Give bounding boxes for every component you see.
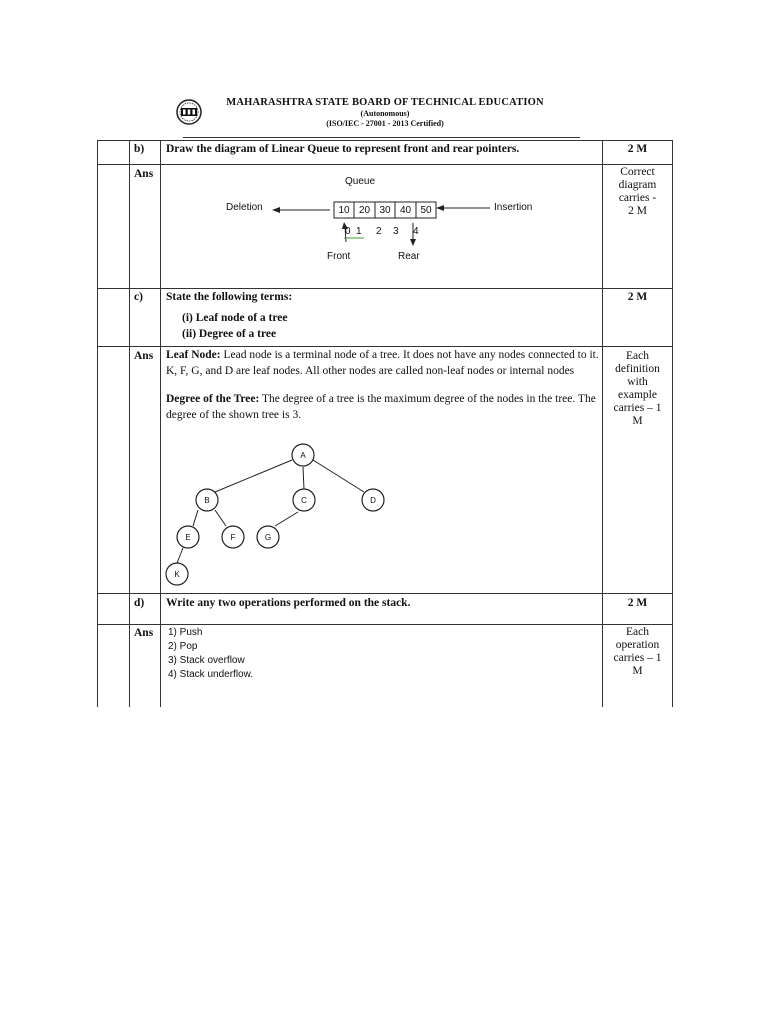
- marks-note-line: diagram: [618, 179, 657, 191]
- queue-index: 3: [393, 226, 399, 237]
- answer-label: Ans: [134, 350, 154, 362]
- question-c-item: (ii) Degree of a tree: [182, 328, 277, 340]
- queue-cell: 20: [358, 205, 371, 216]
- marks-note-line: with: [627, 376, 648, 388]
- degree-term: Degree of the Tree:: [166, 393, 260, 405]
- marks-d: 2 M: [627, 597, 648, 609]
- marks-note-line: definition: [615, 363, 660, 375]
- queue-cell: 40: [399, 205, 412, 216]
- header-cert: (ISO/IEC - 27001 - 2013 Certified): [326, 119, 444, 128]
- queue-index: 1: [356, 226, 362, 237]
- marks-note-line: Correct: [620, 166, 655, 178]
- queue-deletion-label: Deletion: [226, 202, 263, 213]
- marks-note-line: Each: [626, 626, 649, 638]
- header-rule: [183, 137, 580, 138]
- queue-cell: 10: [338, 205, 350, 216]
- table-border-right: [672, 140, 673, 707]
- question-c-item: (i) Leaf node of a tree: [182, 312, 288, 324]
- marks-note-line: operation: [615, 639, 660, 651]
- list-item: 3) Stack overflow: [168, 655, 245, 666]
- list-item: 1) Push: [168, 627, 203, 638]
- answer-label: Ans: [134, 168, 154, 180]
- marks-note-line: carries – 1: [613, 652, 662, 664]
- degree-text: The degree of a tree is the maximum degree of the nodes in the tree. The degree of the shown tree is 3.: [166, 393, 596, 421]
- marks-note-line: carries -: [618, 192, 657, 204]
- row-divider: [97, 624, 672, 625]
- tree-node-label: B: [204, 496, 210, 505]
- leaf-node-text: Lead node is a terminal node of a tree. It does not have any nodes connected to it. K, F, G, and D are leaf nodes. All other nodes are called non-leaf nodes or internal nodes: [166, 349, 599, 377]
- question-label-c: c): [134, 291, 143, 303]
- header-subtitle: (Autonomous): [360, 109, 410, 118]
- tree-node-label: G: [264, 533, 272, 542]
- queue-diagram: [160, 190, 600, 250]
- marks-c: 2 M: [627, 291, 648, 303]
- tree-node-label: D: [370, 496, 376, 505]
- marks-note-line: M: [632, 665, 643, 677]
- queue-index: 2: [376, 226, 382, 237]
- row-divider: [97, 164, 672, 165]
- question-label-b: b): [134, 143, 145, 155]
- list-item: 2) Pop: [168, 641, 198, 652]
- question-c-text: State the following terms:: [166, 291, 293, 303]
- question-d-text: Write any two operations performed on the stack.: [166, 597, 411, 609]
- marks-note-line: carries – 1: [613, 402, 662, 414]
- leaf-node-term: Leaf Node:: [166, 349, 221, 361]
- queue-rear-label: Rear: [398, 251, 420, 262]
- marks-note-d: [603, 626, 672, 678]
- marks-note-line: Each: [626, 350, 649, 362]
- header-title: MAHARASHTRA STATE BOARD OF TECHNICAL EDUCATION: [226, 97, 544, 108]
- stack-operations-list: [168, 626, 253, 682]
- leaf-node-definition: [166, 347, 600, 379]
- question-label-d: d): [134, 597, 145, 609]
- marks-note-b: [603, 166, 672, 218]
- table-border-top: [97, 140, 672, 141]
- marks-note-line: example: [618, 389, 657, 401]
- logo: [172, 99, 206, 125]
- queue-title: Queue: [345, 176, 376, 187]
- marks-b: 2 M: [627, 143, 648, 155]
- list-item: 4) Stack underflow.: [168, 669, 254, 680]
- row-divider: [97, 593, 672, 594]
- row-divider: [97, 288, 672, 289]
- marks-note-line: M: [632, 415, 643, 427]
- table-border-left: [97, 140, 98, 707]
- question-b-text: Draw the diagram of Linear Queue to represent front and rear pointers.: [166, 143, 520, 155]
- tree-node-label: C: [301, 496, 307, 505]
- column-divider: [129, 140, 130, 707]
- tree-node-label: A: [300, 451, 306, 460]
- tree-node-label: K: [174, 570, 180, 579]
- msbte-logo-icon: [172, 99, 206, 125]
- answer-label: Ans: [134, 627, 154, 639]
- marks-note-line: 2 M: [628, 205, 647, 217]
- queue-insertion-label: Insertion: [494, 202, 533, 213]
- queue-index: 0: [345, 226, 351, 237]
- queue-cell: 30: [379, 205, 391, 216]
- queue-index: 4: [413, 226, 419, 237]
- tree-node-label: E: [185, 533, 191, 542]
- tree-node-label: F: [230, 533, 236, 542]
- queue-cell: 50: [420, 205, 432, 216]
- degree-definition: [166, 391, 600, 423]
- queue-front-label: Front: [327, 251, 351, 262]
- tree-diagram: [160, 440, 400, 590]
- marks-note-c: [603, 350, 672, 428]
